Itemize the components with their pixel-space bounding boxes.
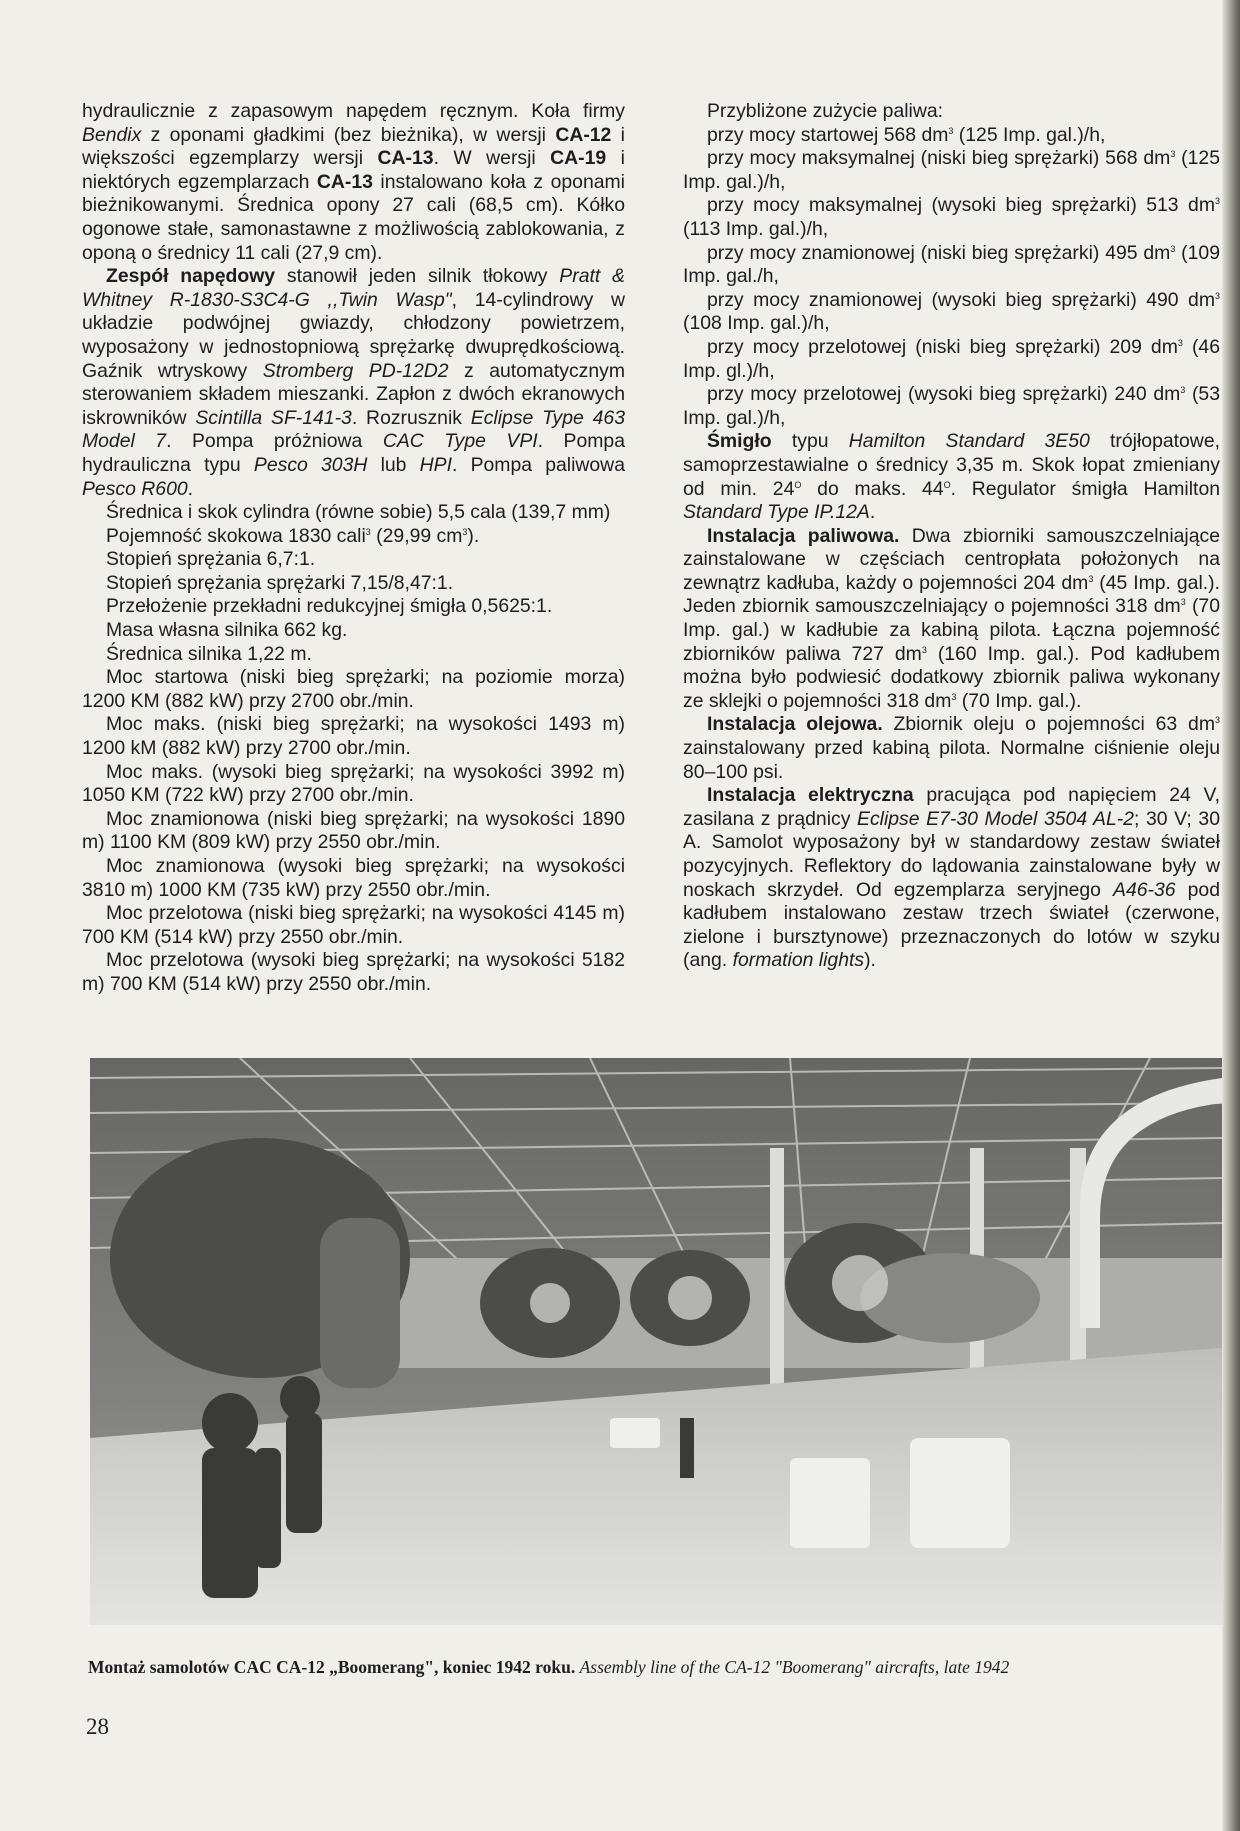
landing-gear-paragraph: hydraulicznie z zapasowym napędem ręcznym. Koła firmy Bendix z oponami gładkimi (bez bieżnika), w wersji CA-12 i większości egzemplarzy wersji CA-13. W wersji CA-19 i niektórych egzemplarzach CA-13 instalowano koła z oponami bieżnikowanymi. Średnica opony 27 cali (68,5 cm). Kółko ogonowe stałe, samonastawne z możliwością zablokowania, z oponą o średnicy 11 cali (27,9 cm).: [82, 100, 625, 264]
fuel-consumption-heading: Przybliżone zużycie paliwa:: [707, 100, 944, 122]
caption-polish: Montaż samolotów CAC CA-12 „Boomerang", koniec 1942 roku.: [88, 1657, 576, 1677]
propeller-paragraph: Śmigło typu Hamilton Standard 3E50 trójłopatowe, samoprzestawialne o średnicy 3,35 m. Skok łopat zmieniany od min. $24^O$ do maks. $44^O$. Regulator śmigła Hamilton Standard Type IP.12A.: [683, 430, 1221, 524]
spec-gear-ratio: Przełożenie przekładni redukcyjnej śmigła 0,5625:1.: [106, 595, 553, 618]
assembly-line-photo: [90, 1058, 1222, 1625]
spec-power-max-low: Moc maks. (niski bieg sprężarki; na wysokości 1493 m) 1200 kM (882 kW) przy 2700 obr./min.: [82, 713, 625, 760]
page-edge-shadow: [1222, 0, 1240, 1831]
caption-english: Assembly line of the CA-12 "Boomerang" aircrafts, late 1942: [579, 1657, 1010, 1677]
page-number: 28: [86, 1714, 109, 1739]
spec-compression: Stopień sprężania 6,7:1.: [106, 548, 316, 571]
fuel-cons-max-high: przy mocy maksymalnej (wysoki bieg sprężarki) 513 $dm^3$ (113 Imp. gal.)/h,: [683, 194, 1220, 240]
propeller-heading: Śmigło: [707, 430, 772, 453]
spec-diameter: Średnica silnika 1,22 m.: [106, 642, 312, 665]
spec-power-cruise-low: Moc przelotowa (niski bieg sprężarki; na wysokości 4145 m) 700 KM (514 kW) przy 2550 obr./min.: [82, 902, 625, 948]
left-column: [82, 100, 625, 997]
fuel-system-paragraph: Instalacja paliwowa. Dwa zbiorniki samouszczelniające zainstalowane w częściach centropłata położonych na zewnątrz kadłuba, każdy o pojemności 204 $dm^3$ (45 Imp. gal.). Jeden zbiornik samouszczelniający o pojemności 318 $dm^3$ (70 Imp. gal.) w kadłubie za kabiną pilota. Łączna pojemność zbiorników paliwa 727 $dm^3$ (160 Imp. gal.). Pod kadłubem można było podwiesić dodatkowy zbiornik paliwa wykonany ze sklejki o pojemności 318 $dm^3$ (70 Imp. gal.).: [683, 524, 1220, 712]
spec-power-rated-high: Moc znamionowa (wysoki bieg sprężarki; na wysokości 3810 m) 1000 KM (735 kW) przy 2550 obr./min.: [82, 855, 625, 901]
right-column: [683, 100, 1220, 973]
assembly-line-photo-illustration: [90, 1058, 1222, 1625]
powerplant-paragraph: Zespół napędowy stanowił jeden silnik tłokowy Pratt & Whitney R-1830-S3C4-G ,,Twin Wasp", 14-cylindrowy w układzie podwójnej gwiazdy, chłodzony powietrzem, wyposażony w jednostopniową sprężarkę dwuprędkościową. Gaźnik wtryskowy Stromberg PD-12D2 z automatycznym sterowaniem składem mieszanki. Zapłon z dwóch ekranowych iskrowników Scintilla SF-141-3. Rozrusznik Eclipse Type 463 Model 7. Pompa próżniowa CAC Type VPI. Pompa hydrauliczna typu Pesco 303H lub HPI. Pompa paliwowa Pesco R600.: [82, 265, 625, 500]
spec-power-max-high: Moc maks. (wysoki bieg sprężarki; na wysokości 3992 m) 1050 KM (722 kW) przy 2700 obr./min.: [82, 760, 625, 807]
fuel-cons-rated-high: przy mocy znamionowej (wysoki bieg sprężarki) 490 $dm^3$ (108 Imp. gal.)/h,: [683, 288, 1220, 335]
fuel-cons-start: przy mocy startowej 568 $dm^3$ (125 Imp. gal.)/h,: [707, 123, 1106, 146]
fuel-cons-cruise-high: przy mocy przelotowej (wysoki bieg sprężarki) 240 $dm^3$ (53 Imp. gal.)/h,: [683, 383, 1220, 429]
fuel-cons-max-low: przy mocy maksymalnej (niski bieg sprężarki) 568 $dm^3$ (125 Imp. gal.)/h,: [683, 147, 1220, 193]
fuel-cons-rated-low: przy mocy znamionowej (niski bieg sprężarki) 495 $dm^3$ (109 Imp. gal./h,: [683, 241, 1220, 288]
spec-supercharger-ratio: Stopień sprężania sprężarki 7,15/8,47:1.: [106, 571, 454, 594]
spec-power-cruise-high: Moc przelotowa (wysoki bieg sprężarki; na wysokości 5182 m) 700 KM (514 kW) przy 2550 obr./min.: [82, 949, 625, 995]
spec-bore: Średnica i skok cylindra (równe sobie) 5,5 cala (139,7 mm): [106, 501, 611, 524]
fuel-cons-cruise-low: przy mocy przelotowej (niski bieg sprężarki) 209 $dm^3$ (46 Imp. gl.)/h,: [683, 335, 1220, 382]
spec-displacement: Pojemność skokowa 1830 cali$^3$ (29,99 $cm^3$).: [106, 524, 480, 547]
spec-mass: Masa własna silnika 662 kg.: [106, 619, 348, 642]
spec-power-start: Moc startowa (niski bieg sprężarki; na poziomie morza) 1200 KM (882 kW) przy 2700 obr./min.: [82, 666, 625, 712]
spec-power-rated-low: Moc znamionowa (niski bieg sprężarki; na wysokości 1890 m) 1100 KM (809 kW) przy 2550 obr./min.: [82, 807, 625, 854]
oil-system-paragraph: Instalacja olejowa. Zbiornik oleju o pojemności 63 $dm^3$ zainstalowany przed kabiną pilota. Normalne ciśnienie oleju 80–100 psi.: [683, 713, 1220, 783]
electrical-system-heading: Instalacja elektryczna: [707, 784, 914, 807]
oil-system-heading: Instalacja olejowa.: [707, 713, 883, 736]
electrical-system-paragraph: Instalacja elektryczna pracująca pod napięciem 24 V, zasilana z prądnicy Eclipse E7-30 Model 3504 AL-2; 30 V; 30 A. Samolot wyposażony był w standardowy zestaw świateł pozycyjnych. Reflektory do lądowania zainstalowane były w noskach skrzydeł. Od egzemplarza seryjnego A46-36 pod kadłubem instalowano zestaw trzech świateł (czerwone, zielone i bursztynowe) przeznaczonych do lotów w szyku (ang. formation lights).: [683, 784, 1220, 972]
powerplant-heading: Zespół napędowy: [106, 265, 276, 288]
photo-caption: [88, 1657, 1218, 1678]
fuel-system-heading: Instalacja paliwowa.: [707, 524, 900, 547]
